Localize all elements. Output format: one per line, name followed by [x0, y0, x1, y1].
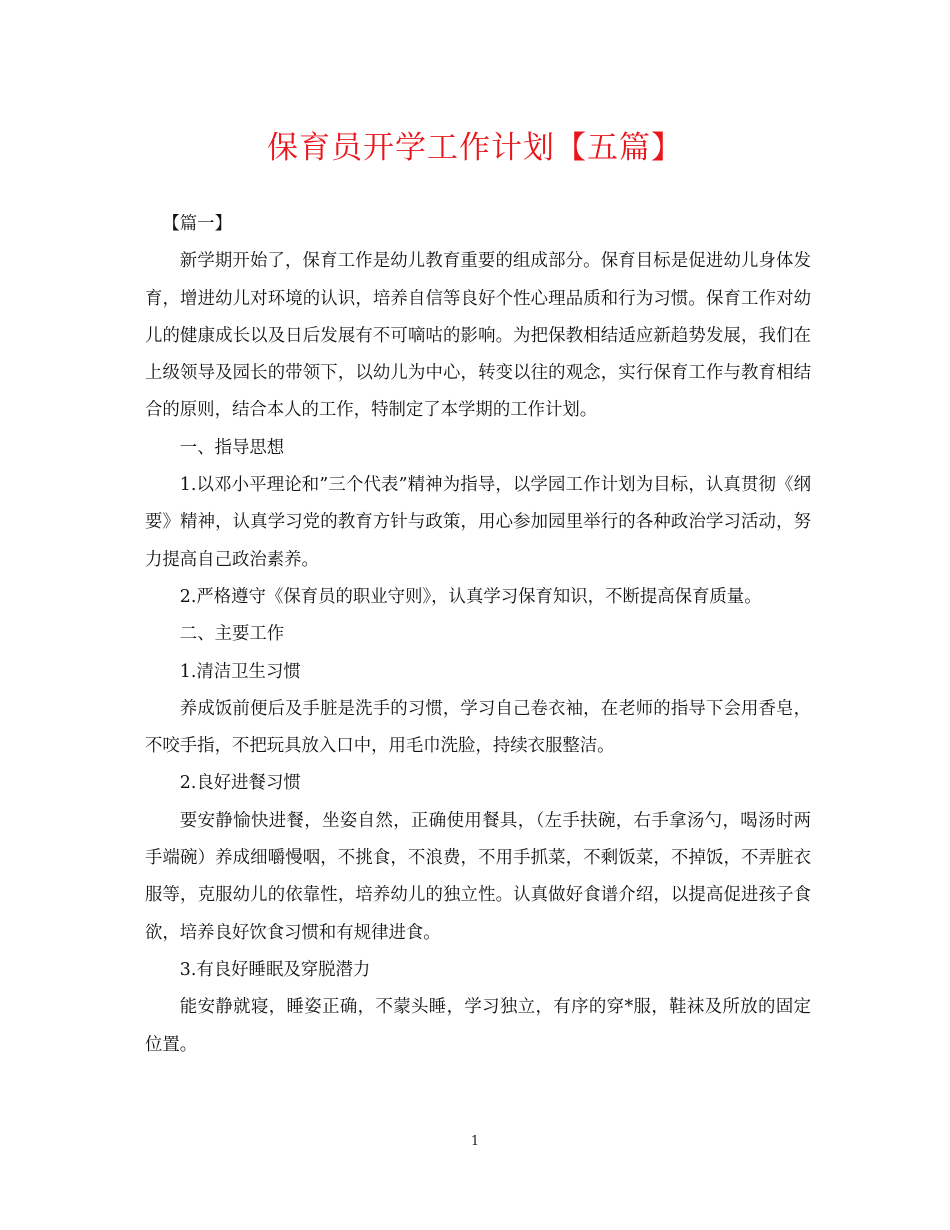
page-number: 1: [470, 1134, 480, 1149]
subheading-eating-habits: 2.良好进餐习惯: [179, 773, 301, 794]
hygiene-habits-paragraph: 养成饭前便后及手脏是洗手的习惯，学习自己卷衣袖，在老师的指导下会用香皂，不咬手指，不把玩具放入口中，用毛巾洗脸，持续衣服整洁。: [145, 698, 811, 757]
heading-guiding-ideology: 一、指导思想: [179, 437, 285, 458]
guiding-ideology-item-2: 2.严格遵守《保育员的职业守则》，认真学习保育知识，不断提高保育质量。: [179, 586, 762, 607]
eating-habits-paragraph: 要安静愉快进餐，坐姿自然，正确使用餐具，（左手扶碗，右手拿汤勺，喝汤时两手端碗）养成细嚼慢咽，不挑食，不浪费，不用手抓菜，不剩饭菜，不掉饭，不弄脏衣服等，克服幼儿的依靠性，培养幼儿的独立性。认真做好食谱介绍，以提高促进孩子食欲，培养良好饮食习惯和有规律进食。: [145, 810, 811, 943]
section-heading-part-one: 【篇一】: [162, 214, 232, 234]
intro-paragraph: 新学期开始了，保育工作是幼儿教育重要的组成部分。保育目标是促进幼儿身体发育，增进幼儿对环境的认识，培养自信等良好个性心理品质和行为习惯。保育工作对幼儿的健康成长以及日后发展有不可嘀咕的影响。为把保教相结适应新趋势发展，我们在上级领导及园长的带领下，以幼儿为中心，转变以往的观念，实行保育工作与教育相结合的原则，结合本人的工作，特制定了本学期的工作计划。: [145, 251, 811, 421]
subheading-sleep-dressing: 3.有良好睡眠及穿脱潜力: [179, 959, 371, 980]
document-body: [145, 206, 811, 1064]
subheading-hygiene-habits: 1.清洁卫生习惯: [179, 661, 301, 682]
heading-main-work: 二、主要工作: [179, 624, 285, 645]
document-title: 保育员开学工作计划【五篇】: [267, 130, 683, 166]
guiding-ideology-item-1: 1.以邓小平理论和”三个代表”精神为指导，以学园工作计划为目标，认真贯彻《纲要》精神，认真学习党的教育方针与政策，用心参加园里举行的各种政治学习活动，努力提高自己政治素养。: [145, 475, 811, 570]
sleep-dressing-paragraph: 能安静就寝，睡姿正确，不蒙头睡，学习独立，有序的穿*服，鞋袜及所放的固定位置。: [145, 997, 811, 1055]
